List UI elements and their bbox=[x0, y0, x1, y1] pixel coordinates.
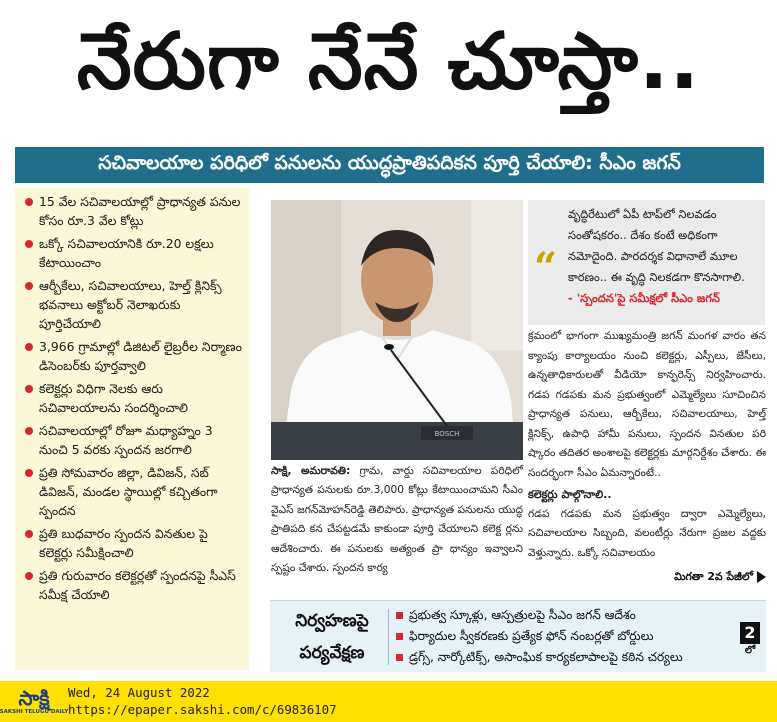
key-point bbox=[25, 276, 243, 333]
key-point bbox=[25, 379, 243, 417]
footer-bar bbox=[0, 681, 777, 722]
supervision-title bbox=[278, 605, 386, 669]
key-point bbox=[25, 566, 243, 604]
page-reference-badge[interactable] bbox=[740, 622, 760, 658]
key-point bbox=[25, 337, 243, 375]
supervision-box bbox=[270, 600, 766, 672]
list-item bbox=[396, 605, 732, 626]
supervision-list bbox=[396, 605, 732, 668]
article-intro bbox=[271, 462, 523, 578]
list-item-text: డ్రగ్స్, నార్కోటిక్స్, అసాంఘిక కార్యకలాపాలపై కఠిన చర్యలు bbox=[409, 650, 683, 664]
edition-date: Wed, 24 August 2022 bbox=[68, 685, 210, 700]
chief-minister-photo bbox=[271, 200, 523, 460]
logo-subtext: SAKSHI TELUGU DAILY bbox=[0, 709, 69, 715]
key-point-text: ప్రతి గురువారం కలెక్టర్లతో స్పందనపై సీఎస్‌ సమీక్ష చేయాలి bbox=[39, 568, 236, 602]
page-number: 2 bbox=[740, 622, 760, 644]
page-suffix: లో bbox=[744, 645, 756, 656]
nameplate-text: BOSCH bbox=[434, 430, 460, 438]
bullet-icon bbox=[25, 572, 33, 580]
subheadline-bar bbox=[15, 147, 764, 183]
continued-on-page[interactable] bbox=[530, 570, 766, 586]
key-point-text: ఆర్బీకేలు, సచివాలయాలు, హెల్త్‌ క్లినిక్స్‌ భవనాలు అక్టోబర్‌ నెలాఖరుకు పూర్తిచేయాలి bbox=[39, 278, 222, 331]
footer-info bbox=[68, 684, 337, 718]
article-paragraph: క్రమంలో భాగంగా ముఖ్యమంత్రి జగన్‌ మంగళ వారం తన క్యాంపు కార్యాలయం నుంచి కలెక్టర్లు, ఎస్పీలు, జేసీలు, ఉన్నతాధికారులతో వీడియో కాన్ఫరెన్స్‌ నిర్వహించారు. గడప గడపకు మన ప్రభుత్వంలో ఎమ్మెల్యేలు సూచించిన ప్రాధాన్యత పనులు, ఆర్బీకేలు, సచివాలయాలు, హెల్త్‌ క్లినిక్స్, ఉపాధి హామీ పనులు, స్పందన వినతుల పరి ష్కారం తదితర అంశాలపై కలెక్టర్లకు మార్గనిర్దేశం చేశారు. ఈ సందర్భంగా సీఎం ఏమన్నారంటే.. bbox=[528, 330, 766, 479]
bullet-icon bbox=[396, 654, 403, 661]
list-item bbox=[396, 626, 732, 647]
article-intro-text: గ్రామ, వార్డు సచివాలయాల పరిధిలో ప్రాధాన్యత పనులకు రూ.3,000 కోట్లు కేటాయించామని సీఎం వైఎస్‌ జగన్‌మోహన్‌రెడ్డి తెలిపారు. ప్రాధాన్యత పనులను యుద్ధ ప్రాతిపది కన చేపట్టడమే కాకుండా పూర్తి చేయాలని కలెక్ట ర్లను ఆదేశించారు. ఈ పనులకు అత్యంత ప్రా ధాన్యం ఇవ్వాలని స్పష్టం చేశారు. స్పందన కార్య bbox=[271, 465, 523, 575]
bullet-icon bbox=[25, 385, 33, 393]
article-body bbox=[528, 327, 766, 563]
key-point-text: సచివాలయాల్లో రోజూ మధ్యాహ్నం 3 నుంచి 5 వరకు స్పందన జరగాలి bbox=[39, 423, 213, 457]
dateline: సాక్షి, అమరావతి: bbox=[271, 465, 351, 477]
supervision-title-line: పర్యవేక్షణ bbox=[299, 643, 365, 663]
key-point bbox=[25, 463, 243, 520]
key-points-panel bbox=[15, 188, 249, 670]
key-point-text: ప్రతి సోమవారం జిల్లా, డివిజన్, సబ్‌ డివిజన్, మండల స్థాయిల్లో కచ్చితంగా స్పందన bbox=[39, 465, 218, 518]
list-item-text: ఫిర్యాదుల స్వీకరణకు ప్రత్యేక ఫోన్‌ నంబర్లతో బోర్డులు bbox=[409, 629, 654, 643]
key-point-text: 3,966 గ్రామాల్లో డిజిటల్‌ లైబ్రరీల నిర్మాణం డిసెంబర్‌కు పూర్తవ్వాలి bbox=[39, 339, 242, 373]
bullet-icon bbox=[25, 240, 33, 248]
key-point bbox=[25, 234, 243, 272]
headline: నేరుగా నేనే చూస్తా.. bbox=[76, 17, 701, 107]
pull-quote-text: వృద్ధిరేటులో ఏపీ టాప్‌లో నిలవడం సంతోషకరం.. దేశం కంటే అధికంగా నమోదైంది. పారదర్శక విధానాలే మూల కారణం.. ఈ వృద్ధి నిలకడగా కొనసాగాలి. bbox=[568, 207, 745, 284]
article-paragraph: గడప గడపకు మన ప్రభుత్వం ద్వారా ఎమ్మెల్యేలు, సచివాలయాల సిబ్బంది, వలంటీర్లు నేరుగా ప్రజల వద్దకు వెళ్తున్నారు. ఒక్కో సచివాలయం bbox=[528, 507, 766, 559]
sakshi-logo[interactable] bbox=[0, 683, 69, 720]
bullet-icon bbox=[396, 612, 403, 619]
continued-text: మిగతా 2వ పేజీలో bbox=[674, 570, 753, 583]
bullet-icon bbox=[25, 282, 33, 290]
supervision-title-line: నిర్వహణపై bbox=[295, 611, 369, 631]
bullet-icon bbox=[25, 343, 33, 351]
bullet-icon bbox=[25, 530, 33, 538]
source-url[interactable]: https://epaper.sakshi.com/c/69836107 bbox=[68, 702, 337, 717]
key-point-text: ఒక్కో సచివాలయానికి రూ.20 లక్షలు కేటాయించాం bbox=[39, 236, 214, 270]
key-point bbox=[25, 192, 243, 230]
key-point-text: ప్రతి బుధవారం స్పందన వినతుల పై కలెక్టర్లు సమీక్షించాలి bbox=[39, 526, 208, 560]
list-item bbox=[396, 647, 732, 668]
bullet-icon bbox=[25, 198, 33, 206]
pull-quote bbox=[528, 200, 765, 325]
key-point bbox=[25, 524, 243, 562]
divider bbox=[388, 609, 389, 665]
subheadline: సచివాలయాల పరిధిలో పనులను యుద్ధప్రాతిపదికన పూర్తి చేయాలి: సీఎం జగన్ bbox=[98, 151, 681, 174]
quote-icon: “ bbox=[534, 244, 558, 291]
bullet-icon bbox=[25, 469, 33, 477]
key-point-text: 15 వేల సచివాలయాల్లో ప్రాధాన్యత పనుల కోసం రూ.3 వేల కోట్లు bbox=[39, 194, 241, 228]
list-item-text: ప్రభుత్వ స్కూళ్లు, ఆస్పత్రులపై సీఎం జగన్‌ ఆదేశం bbox=[409, 608, 636, 622]
key-point bbox=[25, 421, 243, 459]
key-point-text: కలెక్టర్లు విధిగా నెలకు ఆరు సచివాలయాలను సందర్శించాలి bbox=[39, 381, 188, 415]
arrow-right-icon bbox=[757, 571, 766, 583]
bullet-icon bbox=[396, 633, 403, 640]
logo-text: సాక్షి bbox=[18, 686, 50, 710]
photo-illustration bbox=[271, 200, 523, 460]
bullet-icon bbox=[25, 427, 33, 435]
article-subheading: కలెక్టర్లు పాల్గొనాలి.. bbox=[528, 488, 612, 501]
pull-quote-attribution: - 'స్పందన'పై సమీక్షలో సీఎం జగన్‌ bbox=[568, 291, 720, 305]
